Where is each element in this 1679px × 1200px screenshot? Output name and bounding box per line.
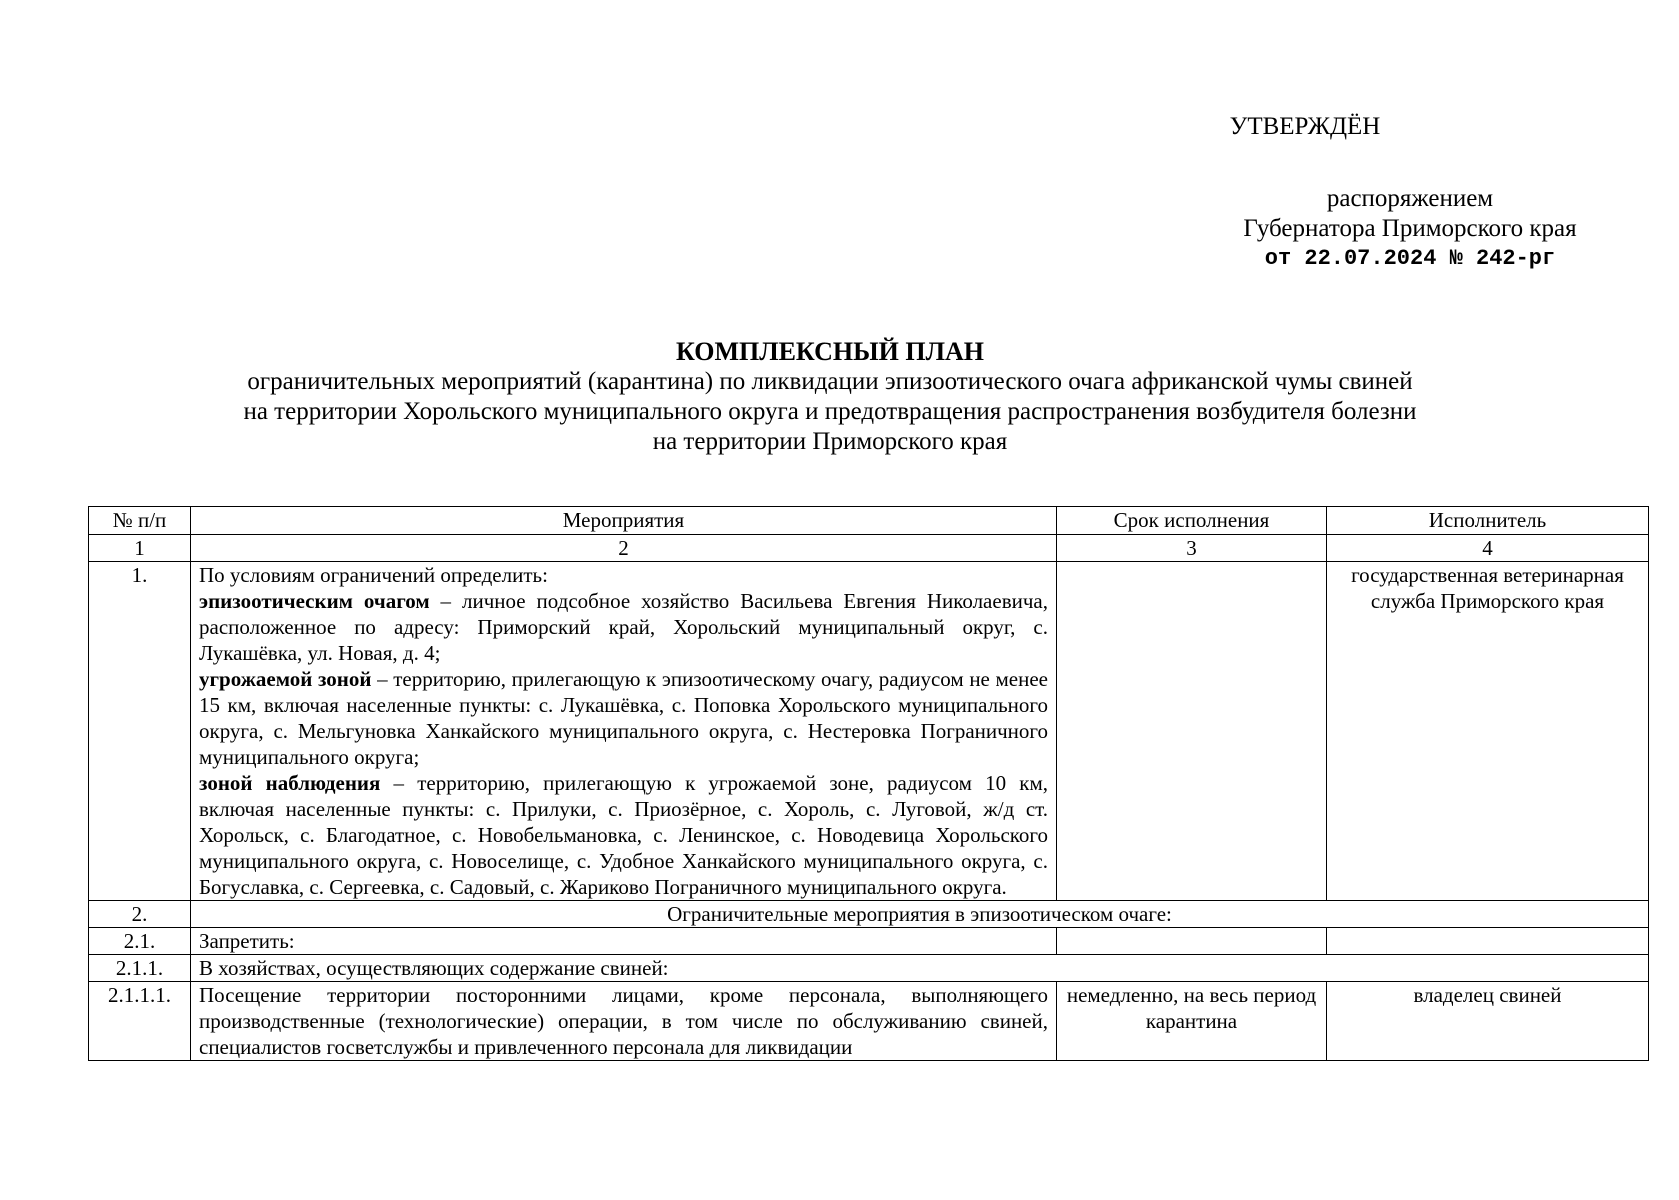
table-row (89, 562, 1649, 901)
section-row (89, 901, 1649, 928)
order-number: от 22.07.2024 № 242-рг (1264, 246, 1556, 271)
row-number: 1. (89, 562, 191, 901)
threat-zone-definition: – территорию, прилегающую к эпизоотическому очагу, радиусом не менее 15 км, включая населенные пункты: с. Лукашёвка, с. Поповка Хорольского муниципального округа, с. Мельгуновка Ханкайского муниципального округа, с. Нестеровка Пограничного муниципального округа; (199, 667, 1048, 769)
row-measure: Посещение территории посторонними лицами, кроме персонала, выполняющего производственные (технологические) операции, в том числе по обслуживанию свиней, специалистов госветслужбы и привлеченного персонала для ликвидации (191, 982, 1057, 1061)
row-measure: В хозяйствах, осуществляющих содержание свиней: (191, 955, 1649, 982)
header-number: № п/п (89, 507, 191, 535)
column-number: 4 (1327, 535, 1649, 562)
term-focus: эпизоотическим очагом (199, 589, 430, 613)
header-executor: Исполнитель (1327, 507, 1649, 535)
plan-table (88, 506, 1649, 1061)
measure-paragraph (199, 588, 1048, 666)
header-deadline: Срок исполнения (1057, 507, 1327, 535)
header-measures: Мероприятия (191, 507, 1057, 535)
row-executor: государственная ветеринарная служба Приморского края (1327, 562, 1649, 901)
focus-definition: – личное подсобное хозяйство Васильева Евгения Николаевича, расположенное по адресу: Приморский край, Хорольский муниципальный округ, с. Лукашёвка, ул. Новая, д. 4; (199, 589, 1048, 665)
term-watch-zone: зоной наблюдения (199, 771, 381, 795)
measure-paragraph (199, 666, 1048, 770)
table-row (89, 955, 1649, 982)
column-number: 1 (89, 535, 191, 562)
row-executor (1327, 928, 1649, 955)
row-deadline: немедленно, на весь период карантина (1057, 982, 1327, 1061)
column-number: 3 (1057, 535, 1327, 562)
row-deadline (1057, 928, 1327, 955)
document-subtitle-line-2: на территории Хорольского муниципального округа и предотвращения распространения возбудителя болезни (243, 398, 1417, 425)
row-measure: Запретить: (191, 928, 1057, 955)
table-header-row (89, 507, 1649, 535)
watch-zone-definition: – территорию, прилегающую к угрожаемой зоне, радиусом 10 км, включая населенные пункты: с. Прилуки, с. Приозёрное, с. Хороль, с. Луговой, ж/д ст. Хорольск, с. Благодатное, с. Новобельмановка, с. Ленинское, с. Новодевица Хорольского муниципального округа, с. Новоселище, с. Удобное Ханкайского муниципального округа, с. Богуславка, с. Сергеевка, с. Садовый, с. Жариково Пограничного муниципального округа. (199, 771, 1048, 899)
document-title: КОМПЛЕКСНЫЙ ПЛАН (676, 337, 984, 366)
row-number: 2. (89, 901, 191, 928)
document-subtitle-line-3: на территории Приморского края (652, 428, 1008, 455)
row-measure (191, 562, 1057, 901)
measure-paragraph (199, 770, 1048, 900)
row-number: 2.1.1.1. (89, 982, 191, 1061)
term-threat-zone: угрожаемой зоной (199, 667, 372, 691)
row-number: 2.1.1. (89, 955, 191, 982)
table-row (89, 982, 1649, 1061)
approved-by-label: распоряжением (1326, 185, 1494, 212)
approved-label: УТВЕРЖДЁН (1229, 113, 1381, 140)
row-number: 2.1. (89, 928, 191, 955)
document-subtitle-line-1: ограничительных мероприятий (карантина) по ликвидации эпизоотического очага африканской чумы свиней (247, 368, 1413, 395)
document-heading (80, 337, 1580, 457)
column-number-row (89, 535, 1649, 562)
column-number: 2 (191, 535, 1057, 562)
table-row (89, 928, 1649, 955)
governor-label: Губернатора Приморского края (1243, 215, 1577, 242)
section-title: Ограничительные мероприятия в эпизоотическом очаге: (191, 901, 1649, 928)
measure-intro: По условиям ограничений определить: (199, 563, 548, 587)
row-deadline (1057, 562, 1327, 901)
row-executor: владелец свиней (1327, 982, 1649, 1061)
